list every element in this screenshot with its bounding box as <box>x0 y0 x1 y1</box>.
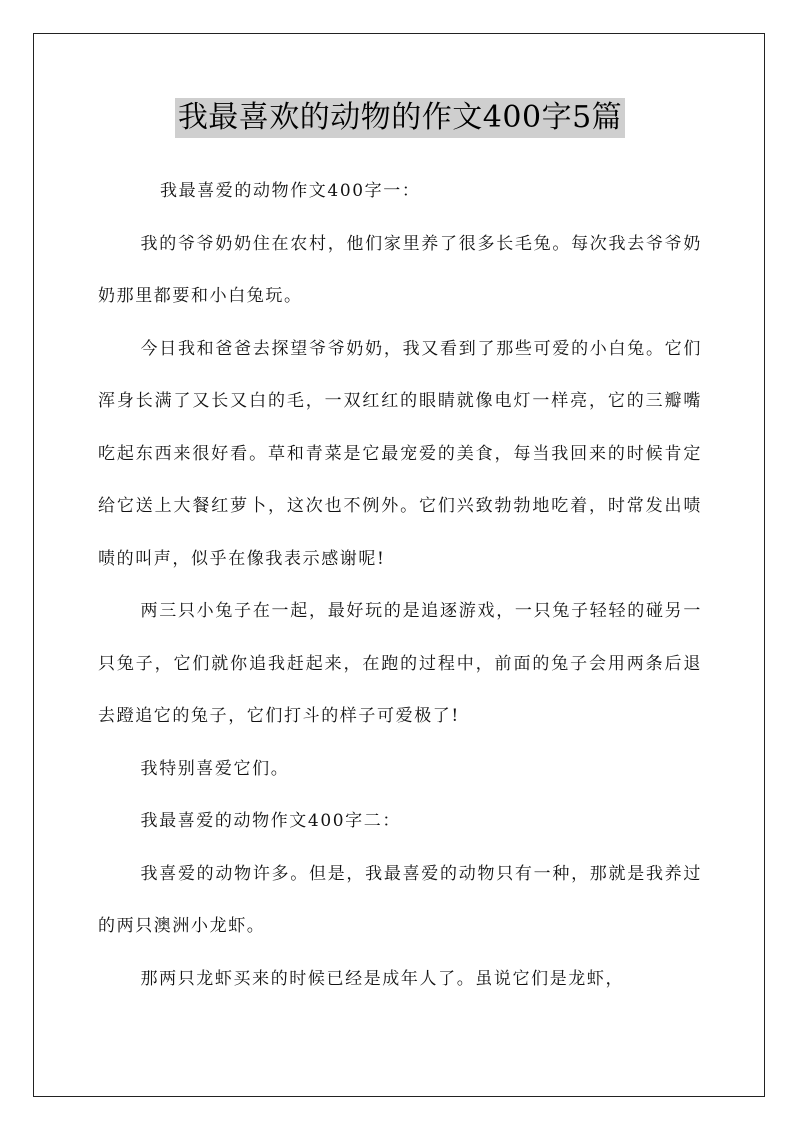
paragraph: 两三只小兔子在一起，最好玩的是追逐游戏，一只兔子轻轻的碰另一只兔子，它们就你追我赶起来，在跑的过程中，前面的兔子会用两条后退去蹬追它的兔子，它们打斗的样子可爱极了! <box>98 601 702 726</box>
paragraph: 我特别喜爱它们。 <box>140 758 290 779</box>
section-heading-2: 我最喜爱的动物作文400字二： <box>140 811 401 831</box>
paragraph: 那两只龙虾买来的时候已经是成年人了。虽说它们是龙虾， <box>140 968 625 989</box>
document-title: 我最喜欢的动物的作文400字5篇 <box>175 98 625 138</box>
paragraph: 我的爷爷奶奶住在农村，他们家里养了很多长毛兔。每次我去爷爷奶奶那里都要和小白兔玩。 <box>98 233 702 306</box>
title-container <box>0 98 800 138</box>
document-body <box>98 165 702 1005</box>
section-heading-1: 我最喜爱的动物作文400字一： <box>160 181 421 201</box>
paragraph: 我喜爱的动物许多。但是，我最喜爱的动物只有一种，那就是我养过的两只澳洲小龙虾。 <box>98 863 702 936</box>
paragraph: 今日我和爸爸去探望爷爷奶奶，我又看到了那些可爱的小白兔。它们浑身长满了又长又白的毛，一双红红的眼睛就像电灯一样亮，它的三瓣嘴吃起东西来很好看。草和青菜是它最宠爱的美食，每当我回来的时候肯定给它送上大餐红萝卜，这次也不例外。它们兴致勃勃地吃着，时常发出啧啧的叫声，似乎在像我表示感谢呢! <box>98 338 702 569</box>
